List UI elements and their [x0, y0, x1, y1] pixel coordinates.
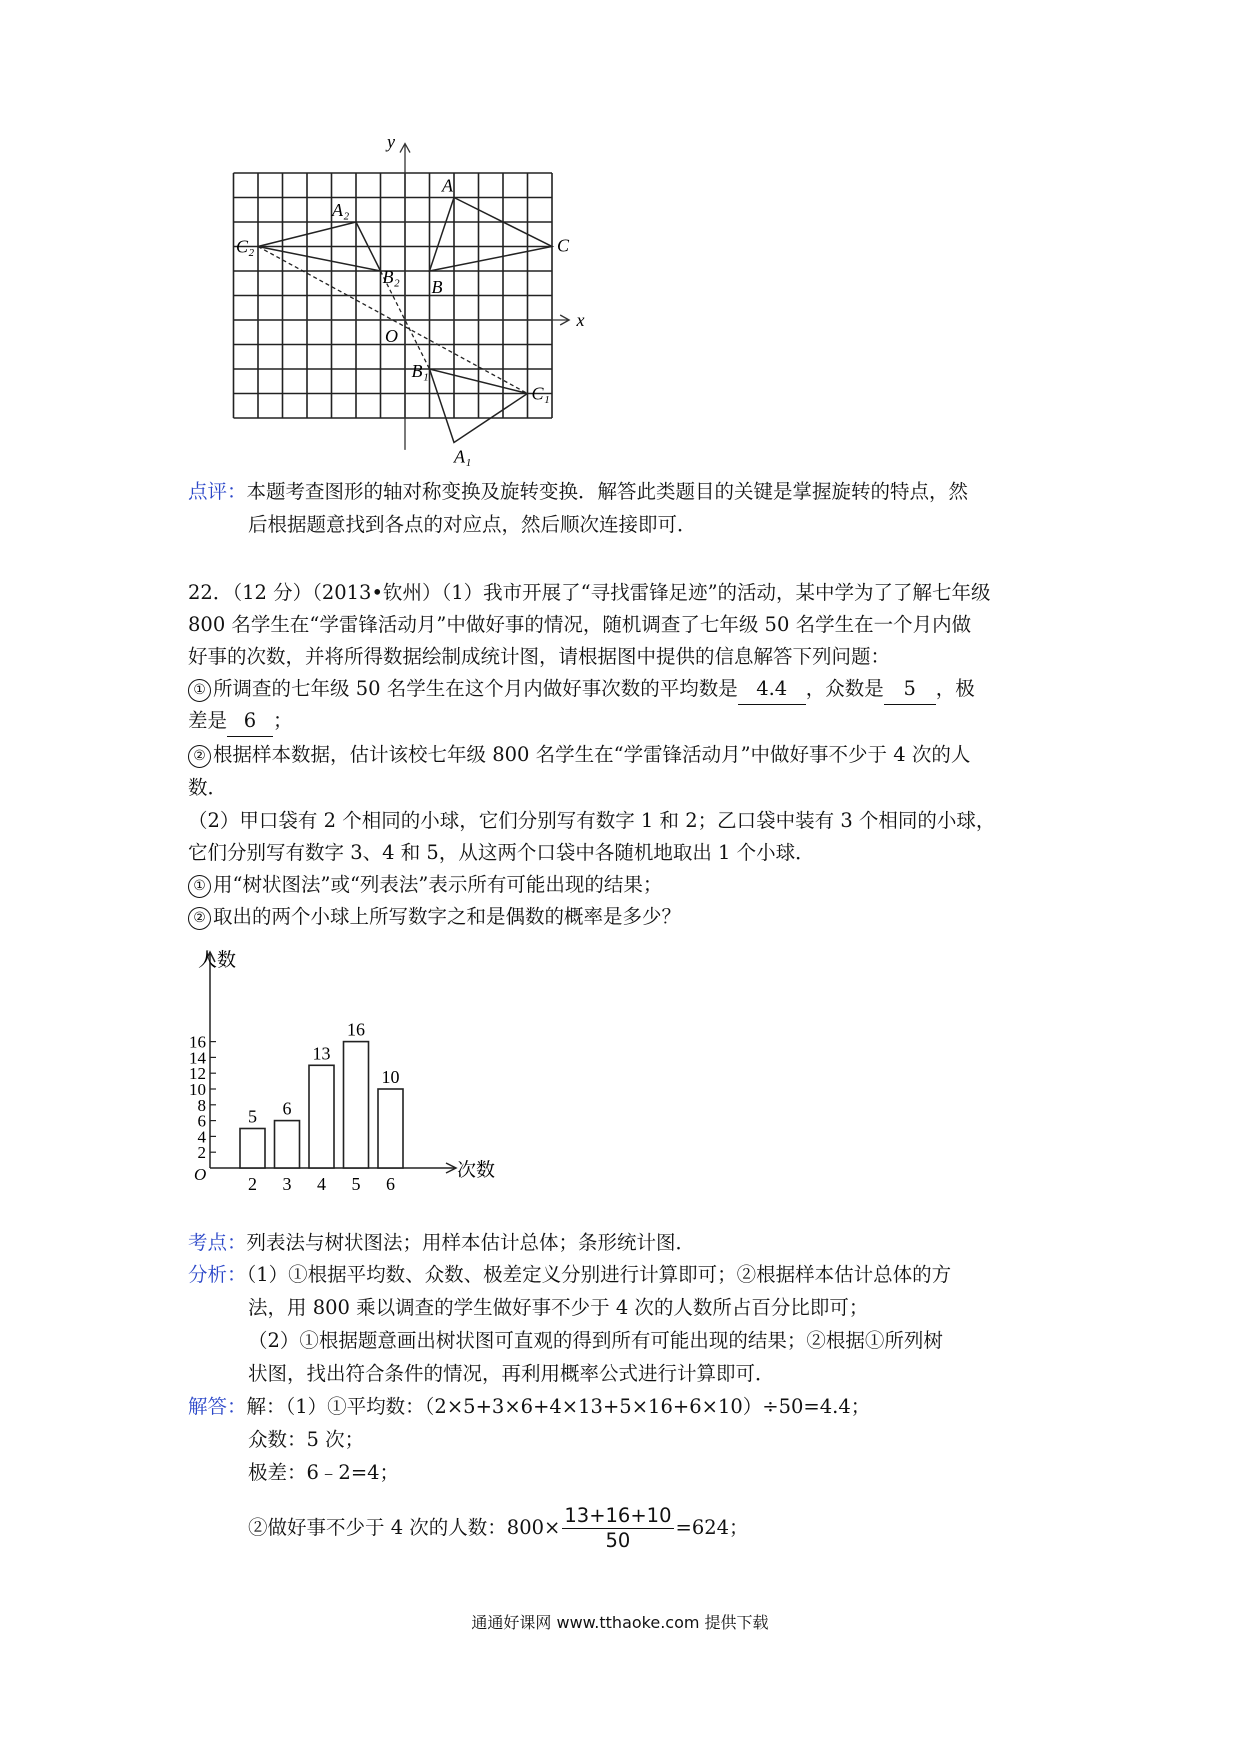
- x-tick-label: 5: [351, 1174, 361, 1194]
- fraction: [562, 1504, 673, 1553]
- bar: [240, 1129, 265, 1169]
- fenxi-text1: （1）①根据平均数、众数、极差定义分别进行计算即可；②根据样本估计总体的方: [246, 1263, 952, 1286]
- bar: [275, 1121, 300, 1168]
- q22-l5b: ；: [273, 709, 293, 732]
- circled-1: ①: [188, 679, 211, 702]
- q22-line10: [188, 870, 662, 900]
- q22-l5a: 差是: [188, 709, 228, 732]
- y-ticks: [189, 1033, 216, 1163]
- origin-label: O: [385, 326, 398, 346]
- x-tick-label: 6: [386, 1174, 395, 1194]
- answer-mode: 5: [884, 674, 936, 705]
- kaodian-text: 列表法与树状图法；用样本估计总体；条形统计图．: [246, 1231, 696, 1254]
- q22-l4b: ，众数是: [805, 677, 884, 700]
- q22-l11: 取出的两个小球上所写数字之和是偶数的概率是多少？: [213, 905, 682, 928]
- x-tick-label: 2: [248, 1174, 257, 1194]
- coordinate-grid-figure: [236, 131, 600, 475]
- jieda-label: 解答：: [188, 1395, 247, 1418]
- point-label: B: [431, 277, 443, 297]
- jieda-line1: [188, 1392, 870, 1422]
- kaodian-label: 考点：: [188, 1231, 247, 1254]
- fraction-denominator: 50: [605, 1529, 631, 1552]
- fenxi-line1: [188, 1260, 951, 1290]
- jieda-text1: 解：（1）①平均数：（2×5+3×6+4×13+5×16+6×10）÷50=4.4；: [246, 1395, 871, 1418]
- q22-line4: [188, 674, 975, 705]
- q22-line6: [188, 740, 970, 770]
- point-label: C₂: [236, 236, 255, 257]
- y-tick-label: 14: [189, 1048, 206, 1068]
- bar-data-label: 6: [282, 1098, 292, 1119]
- x-tick-label: 4: [317, 1174, 326, 1194]
- bar: [309, 1065, 334, 1168]
- y-tick-label: 4: [197, 1127, 206, 1147]
- y-tick-label: 2: [197, 1143, 206, 1163]
- q22-l4c: ，极: [935, 677, 975, 700]
- point-label: C: [557, 235, 570, 256]
- jieda-line4: [248, 1500, 749, 1556]
- bar-chart: [180, 940, 520, 1210]
- q22-line11: [188, 902, 681, 932]
- circled-2: ②: [188, 745, 211, 768]
- answer-range: 6: [227, 706, 273, 737]
- jieda-line3: 极差：6﹣2=4；: [248, 1461, 400, 1484]
- q22-line2: 800 名学生在“学雷锋活动月”中做好事的情况，随机调查了七年级 50 名学生在一个月内做: [188, 613, 972, 636]
- kaodian-line: [188, 1228, 695, 1258]
- y-tick-label: 16: [189, 1032, 206, 1052]
- comment-line2: 后根据题意找到各点的对应点，然后顺次连接即可．: [248, 513, 697, 536]
- q22-line9: 它们分别写有数字 3、4 和 5，从这两个口袋中各随机地取出 1 个小球．: [188, 841, 815, 864]
- circled-1: ①: [188, 875, 211, 898]
- point-labels: [236, 176, 570, 467]
- bar-data-label: 5: [248, 1106, 257, 1127]
- y-tick-label: 12: [189, 1064, 206, 1084]
- q22-line5: [188, 706, 293, 737]
- q22-l4a: 所调查的七年级 50 名学生在这个月内做好事次数的平均数是: [213, 677, 738, 700]
- jieda-l4a: ②做好事不少于 4 次的人数：800×: [248, 1516, 561, 1539]
- answer-mean: 4.4: [738, 674, 806, 705]
- bar-data-label: 10: [381, 1067, 400, 1087]
- origin-label: O: [194, 1165, 207, 1184]
- page-footer: 通通好课网 www.tthaoke.com 提供下载: [471, 1613, 769, 1632]
- q22-line7: 数．: [188, 776, 228, 799]
- point-label: A₂: [332, 200, 350, 220]
- fenxi-line2: 法，用 800 乘以调查的学生做好事不少于 4 次的人数所占百分比即可；: [248, 1296, 869, 1319]
- fenxi-label: 分析：: [188, 1263, 247, 1286]
- q22-l10: 用“树状图法”或“列表法”表示所有可能出现的结果；: [213, 873, 663, 896]
- comment-label: 点评：: [188, 480, 247, 503]
- q22-line8: （2）甲口袋有 2 个相同的小球，它们分别写有数字 1 和 2；乙口袋中装有 3 个相同的小球，: [188, 809, 996, 832]
- q22-line1: 22．（12 分）（2013•钦州）（1）我市开展了“寻找雷锋足迹”的活动，某中学为了了解七年级: [188, 581, 991, 604]
- bar: [378, 1089, 403, 1168]
- y-axis-title: 人数: [198, 950, 237, 971]
- x-tick-label: 3: [282, 1174, 292, 1194]
- point-label: B₁: [411, 361, 429, 381]
- q22-line3: 好事的次数，并将所得数据绘制成统计图，请根据图中提供的信息解答下列问题：: [188, 645, 891, 668]
- triangle-abc: [430, 198, 553, 272]
- point-label: C₁: [531, 383, 550, 404]
- bar: [344, 1042, 369, 1168]
- bar-data-label: 16: [347, 1019, 365, 1040]
- jieda-l4b: =624；: [675, 1516, 749, 1539]
- point-label: A: [442, 175, 453, 196]
- y-tick-label: 10: [189, 1080, 206, 1099]
- point-label: A₁: [454, 446, 472, 467]
- y-axis-label: y: [387, 131, 395, 152]
- fenxi-line3: （2）①根据题意画出树状图可直观的得到所有可能出现的结果；②根据①所列树: [248, 1329, 943, 1352]
- comment-line1: [188, 477, 968, 507]
- x-axis-title: 次数: [457, 1160, 496, 1181]
- circled-2: ②: [188, 907, 211, 930]
- comment-text: 本题考查图形的轴对称变换及旋转变换．解答此类题目的关键是掌握旋转的特点，然: [246, 480, 969, 503]
- x-axis-label: x: [576, 310, 585, 330]
- q22-l6: 根据样本数据，估计该校七年级 800 名学生在“学雷锋活动月”中做好事不少于 4 次的人: [213, 743, 971, 766]
- y-tick-label: 8: [197, 1095, 206, 1115]
- y-tick-label: 6: [197, 1111, 206, 1131]
- point-label: B₂: [382, 267, 400, 287]
- bar-data-label: 13: [312, 1043, 331, 1064]
- fenxi-line4: 状图，找出符合条件的情况，再利用概率公式进行计算即可．: [248, 1362, 775, 1385]
- fraction-numerator: 13+16+10: [564, 1504, 672, 1527]
- jieda-line2: 众数：5 次；: [248, 1428, 365, 1451]
